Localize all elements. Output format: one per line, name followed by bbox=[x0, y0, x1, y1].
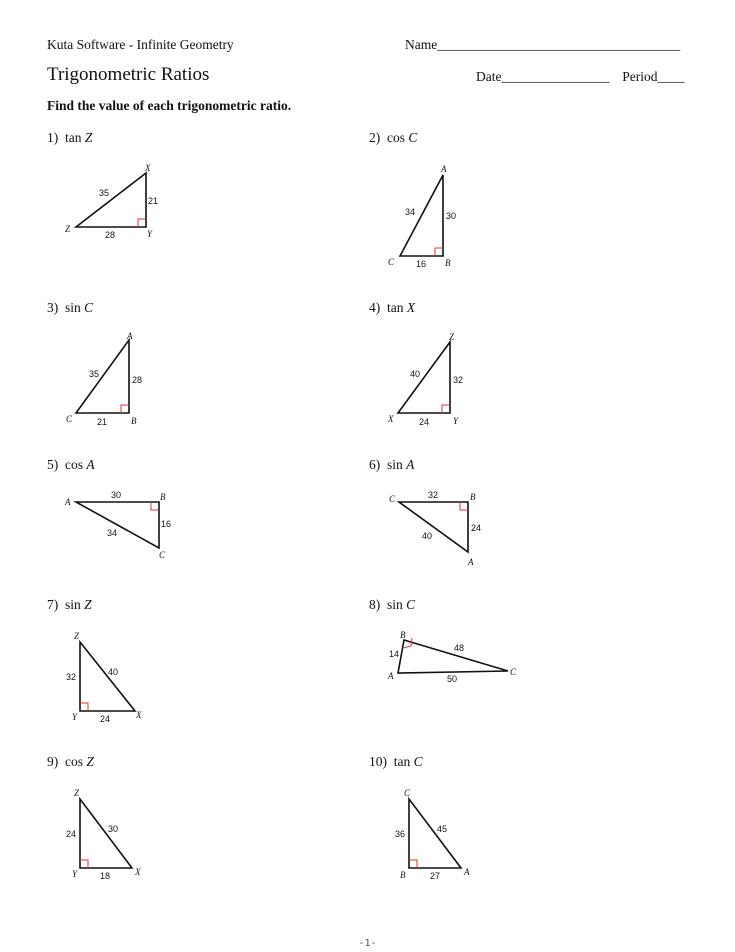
vertex-label: A bbox=[441, 164, 447, 174]
problem-number: 5) bbox=[47, 457, 59, 472]
vertex-label: Y bbox=[453, 416, 459, 426]
vertex-label: X bbox=[388, 414, 394, 424]
right-angle-marker bbox=[435, 248, 443, 256]
vertex-label: B bbox=[400, 630, 406, 640]
problem-3-label bbox=[47, 300, 93, 316]
vertex-label: B bbox=[160, 492, 166, 502]
trig-function: tan bbox=[393, 754, 411, 769]
side-length-label: 30 bbox=[446, 211, 457, 221]
side-length-label: 30 bbox=[108, 824, 119, 834]
date-field[interactable]: Date________________ bbox=[476, 69, 610, 84]
problem-number: 4) bbox=[369, 300, 381, 315]
angle-name: Z bbox=[84, 130, 93, 145]
angle-name: A bbox=[406, 457, 415, 472]
vertex-label: B bbox=[445, 258, 451, 268]
angle-name: C bbox=[408, 130, 418, 145]
side-length-label: 30 bbox=[111, 490, 122, 500]
triangle-outline bbox=[399, 502, 468, 552]
vertex-label: C bbox=[404, 788, 411, 798]
vertex-label: A bbox=[468, 557, 474, 567]
triangle-outline bbox=[80, 799, 132, 868]
side-length-label: 16 bbox=[161, 519, 172, 529]
problem-number: 6) bbox=[369, 457, 381, 472]
trig-function: tan bbox=[65, 130, 82, 145]
side-length-label: 35 bbox=[89, 369, 100, 379]
triangle-diagram-9 bbox=[60, 782, 160, 882]
right-angle-marker bbox=[121, 405, 129, 413]
vertex-label: Z bbox=[74, 788, 80, 798]
page-number: -1- bbox=[358, 938, 377, 949]
problem-number: 9) bbox=[47, 754, 59, 769]
side-length-label: 40 bbox=[422, 531, 433, 541]
side-length-label: 36 bbox=[395, 829, 406, 839]
vertex-label: X bbox=[135, 867, 141, 877]
right-angle-marker bbox=[442, 405, 450, 413]
vertex-label: C bbox=[66, 414, 73, 424]
right-angle-marker bbox=[409, 860, 417, 868]
problem-number: 3) bbox=[47, 300, 59, 315]
triangle-outline bbox=[76, 502, 159, 548]
triangle-diagram-2 bbox=[383, 160, 473, 275]
vertex-label: A bbox=[65, 497, 71, 507]
instructions: Find the value of each trigonometric ratio. bbox=[47, 98, 292, 113]
right-angle-marker bbox=[80, 703, 88, 711]
angle-name: C bbox=[406, 597, 416, 612]
angle-name: C bbox=[413, 754, 423, 769]
problem-1-label bbox=[47, 130, 92, 146]
side-length-label: 35 bbox=[99, 188, 110, 198]
problem-5-label bbox=[47, 457, 95, 473]
angle-name: Z bbox=[86, 754, 94, 769]
vertex-label: C bbox=[389, 494, 396, 504]
triangle-outline bbox=[398, 640, 508, 673]
trig-function: tan bbox=[387, 300, 404, 315]
side-length-label: 27 bbox=[430, 871, 441, 881]
triangle-diagram-5 bbox=[60, 488, 180, 568]
vertex-label: Z bbox=[65, 224, 71, 234]
vertex-label: X bbox=[136, 710, 142, 720]
side-length-label: 28 bbox=[132, 375, 143, 385]
problem-2-label bbox=[369, 130, 417, 146]
side-length-label: 32 bbox=[453, 375, 464, 385]
side-length-label: 24 bbox=[100, 714, 111, 724]
trig-function: sin bbox=[387, 597, 403, 612]
triangle-outline bbox=[76, 340, 129, 413]
triangle-outline bbox=[409, 799, 461, 868]
problem-7-label bbox=[47, 597, 92, 613]
side-length-label: 18 bbox=[100, 871, 111, 881]
vertex-label: C bbox=[388, 257, 395, 267]
problem-number: 10) bbox=[369, 754, 387, 769]
side-length-label: 40 bbox=[108, 667, 119, 677]
vertex-label: Z bbox=[74, 631, 80, 641]
side-length-label: 34 bbox=[107, 528, 118, 538]
angle-name: A bbox=[86, 457, 95, 472]
problem-9-label bbox=[47, 754, 94, 770]
trig-function: cos bbox=[65, 754, 83, 769]
worksheet-title: Trigonometric Ratios bbox=[47, 64, 210, 85]
problem-number: 2) bbox=[369, 130, 381, 145]
problem-10-label bbox=[369, 754, 423, 770]
triangle-diagram-7 bbox=[60, 625, 160, 730]
triangle-diagram-6 bbox=[383, 488, 493, 573]
side-length-label: 28 bbox=[105, 230, 116, 240]
right-angle-marker bbox=[80, 860, 88, 868]
trig-function: sin bbox=[65, 300, 81, 315]
vertex-label: X bbox=[145, 163, 151, 173]
trig-function: cos bbox=[387, 130, 405, 145]
side-length-label: 24 bbox=[471, 523, 482, 533]
vertex-label: Y bbox=[72, 712, 78, 722]
period-field[interactable]: Period____ bbox=[622, 69, 685, 84]
vertex-label: B bbox=[131, 416, 137, 426]
triangle-diagram-3 bbox=[62, 330, 152, 430]
problem-6-label bbox=[369, 457, 414, 473]
side-length-label: 40 bbox=[410, 369, 421, 379]
side-length-label: 45 bbox=[437, 824, 448, 834]
side-length-label: 48 bbox=[454, 643, 465, 653]
triangle-diagram-4 bbox=[385, 330, 480, 430]
vertex-label: A bbox=[127, 331, 133, 341]
vertex-label: Y bbox=[72, 869, 78, 879]
side-length-label: 24 bbox=[66, 829, 77, 839]
problem-number: 1) bbox=[47, 130, 59, 145]
angle-name: Z bbox=[84, 597, 92, 612]
side-length-label: 50 bbox=[447, 674, 458, 684]
side-length-label: 34 bbox=[405, 207, 416, 217]
vertex-label: A bbox=[388, 671, 394, 681]
vertex-label: C bbox=[510, 667, 517, 677]
trig-function: sin bbox=[387, 457, 403, 472]
right-angle-marker bbox=[460, 502, 468, 510]
vertex-label: Y bbox=[147, 229, 153, 239]
date-period-row bbox=[476, 69, 684, 85]
trig-function: cos bbox=[65, 457, 83, 472]
vertex-label: C bbox=[159, 550, 166, 560]
vertex-label: B bbox=[400, 870, 406, 880]
vertex-label: Z bbox=[449, 332, 455, 342]
triangle-outline bbox=[398, 342, 450, 413]
vertex-label: B bbox=[470, 492, 476, 502]
problem-number: 8) bbox=[369, 597, 381, 612]
vertex-label: A bbox=[464, 867, 470, 877]
problem-number: 7) bbox=[47, 597, 59, 612]
problem-4-label bbox=[369, 300, 415, 316]
right-angle-marker bbox=[138, 219, 146, 227]
side-length-label: 24 bbox=[419, 417, 430, 427]
side-length-label: 21 bbox=[97, 417, 108, 427]
side-length-label: 14 bbox=[389, 649, 400, 659]
triangle-diagram-1 bbox=[60, 160, 170, 245]
problem-8-label bbox=[369, 597, 415, 613]
side-length-label: 32 bbox=[66, 672, 77, 682]
trig-function: sin bbox=[65, 597, 81, 612]
publisher-label: Kuta Software - Infinite Geometry bbox=[47, 37, 234, 52]
side-length-label: 21 bbox=[148, 196, 159, 206]
triangle-diagram-10 bbox=[388, 782, 483, 882]
angle-name: C bbox=[84, 300, 94, 315]
name-field[interactable]: Name____________________________________ bbox=[405, 37, 681, 52]
right-angle-marker bbox=[151, 502, 159, 510]
side-length-label: 16 bbox=[416, 259, 427, 269]
side-length-label: 32 bbox=[428, 490, 439, 500]
angle-name: X bbox=[406, 300, 416, 315]
triangle-outline bbox=[76, 173, 146, 227]
triangle-diagram-8 bbox=[383, 625, 528, 690]
